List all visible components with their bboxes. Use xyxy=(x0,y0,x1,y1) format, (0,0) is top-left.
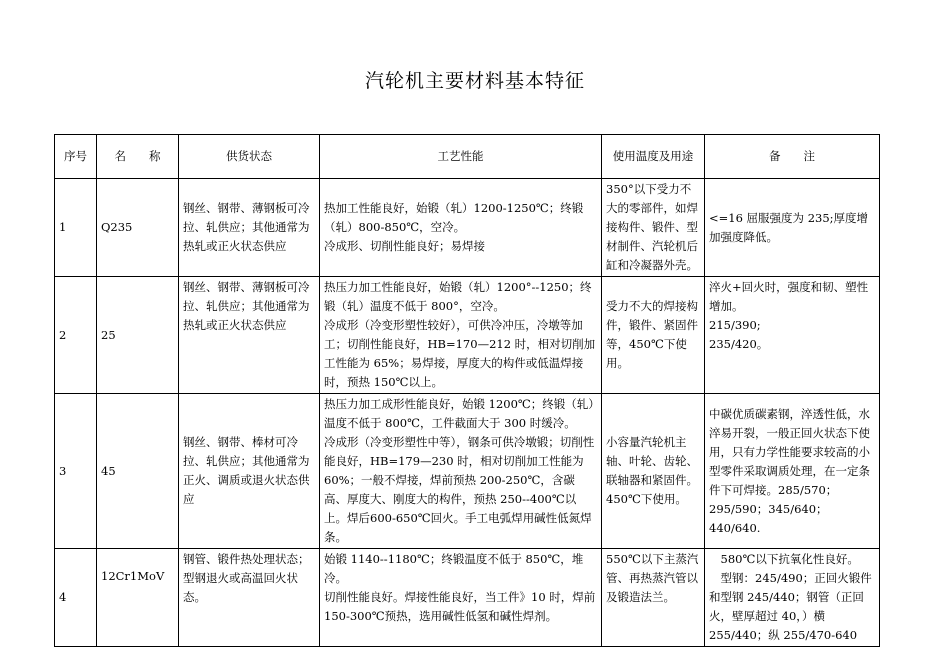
cell-supply: 钢丝、钢带、薄钢板可冷拉、轧供应；其他通常为热轧或正火状态供应 xyxy=(179,277,320,394)
cell-serial: 1 xyxy=(55,179,97,277)
header-cell-notes: 备 注 xyxy=(705,135,880,179)
table-row xyxy=(55,277,880,394)
cell-serial: 2 xyxy=(55,277,97,394)
table-row xyxy=(55,179,880,277)
cell-notes xyxy=(705,179,880,277)
process-text: 热压力加工成形性能良好，始锻 1200℃；终锻（轧）温度不低于 800℃，工件截面大于 300 时缓冷。 冷成形（冷变形塑性中等），钢条可供冷墩锻；切削性能良好，HB=179—230 时，相对切削加工性能为60%；一般不焊接，焊前预热 200-250℃，含碳高、厚度大、刚度大的构件，预热 250--400℃以上。焊后600-650℃回火。手工电弧焊用碱性低氮焊条。 xyxy=(324,397,595,544)
note-line: 型钢：245/490；正回火锻件和型钢 245/440；钢管（正回火，壁厚超过 40，）横 255/440；纵 255/470-640 xyxy=(709,571,872,642)
cell-supply: 钢管、锻件热处理状态；型钢退火或高温回火状态。 xyxy=(179,549,320,647)
note-line: 580℃以下抗氧化性良好。 xyxy=(709,552,859,566)
header-cell-serial: 序号 xyxy=(55,135,97,179)
table-row xyxy=(55,549,880,647)
cell-usage: 小容量汽轮机主轴、叶轮、齿轮、联轴器和紧固件。450℃下使用。 xyxy=(602,394,705,549)
table-row xyxy=(55,394,880,549)
header-cell-name: 名 称 xyxy=(97,135,179,179)
cell-supply: 钢丝、钢带、薄钢板可冷拉、轧供应；其他通常为热轧或正火状态供应 xyxy=(179,179,320,277)
cell-process xyxy=(320,549,602,647)
process-text: 热压力加工性能良好，始锻（轧）1200°--1250；终锻（轧）温度不低于 800°，空冷。 冷成形（冷变形塑性较好），可供冷冲压，冷墩等加工；切削性能良好，HB=170—212 时，相对切削加工性能为 65%；易焊接，厚度大的构件或低温焊接时，预热 150℃以上。 xyxy=(324,280,596,389)
header-cell-usage: 使用温度及用途 xyxy=(602,135,705,179)
cell-serial: 3 xyxy=(55,394,97,549)
material-properties-table xyxy=(54,134,880,647)
cell-name: Q235 xyxy=(97,179,179,277)
note-line: 淬火+回火时，强度和韧、塑性增加。 xyxy=(709,280,869,313)
note-line: 中碳优质碳素钢，淬透性低，水淬易开裂，一般正回火状态下使用，只有力学性能要求较高的小型零件采取调质处理，在一定条件下可焊接。285/570；295/590；345/640；440/640. xyxy=(709,406,870,535)
cell-usage: 350°以下受力不大的零部件，如焊接构件、锻件、型材制件、汽轮机后缸和冷凝器外壳。 xyxy=(602,179,705,277)
process-text: 始锻 1140--1180℃；终锻温度不低于 850℃，堆冷。 切削性能良好。焊接性能良好，当工件》10 时，焊前 150-300℃预热，选用碱性低氢和碱性焊剂。 xyxy=(324,552,596,623)
document-title: 汽轮机主要材料基本特征 xyxy=(364,70,585,92)
cell-process xyxy=(320,179,602,277)
header-cell-supply: 供货状态 xyxy=(179,135,320,179)
cell-name: 12Cr1MoV xyxy=(97,549,179,647)
note-line: 235/420。 xyxy=(709,337,769,351)
cell-usage: 受力不大的焊接构件，锻件、紧固件等，450℃下使用。 xyxy=(602,277,705,394)
cell-serial: 4 xyxy=(55,549,97,647)
cell-supply: 钢丝、钢带、棒材可冷拉、轧供应；其他通常为正火、调质或退火状态供应 xyxy=(179,394,320,549)
cell-usage: 550℃以下主蒸汽管、再热蒸汽管以及锻造法兰。 xyxy=(602,549,705,647)
table-header-row xyxy=(55,135,880,179)
cell-name: 25 xyxy=(97,277,179,394)
cell-notes xyxy=(705,394,880,549)
note-line: 215/390; xyxy=(709,318,761,332)
cell-notes xyxy=(705,549,880,647)
note-line: <=16 屈服强度为 235;厚度增加强度降低。 xyxy=(709,210,869,244)
cell-process xyxy=(320,394,602,549)
header-cell-process: 工艺性能 xyxy=(320,135,602,179)
process-text: 热加工性能良好，始锻（轧）1200-1250℃；终锻（轧）800-850℃，空冷。 冷成形、切削性能良好；易焊接 xyxy=(324,201,584,253)
cell-name: 45 xyxy=(97,394,179,549)
cell-process xyxy=(320,277,602,394)
cell-notes xyxy=(705,277,880,394)
